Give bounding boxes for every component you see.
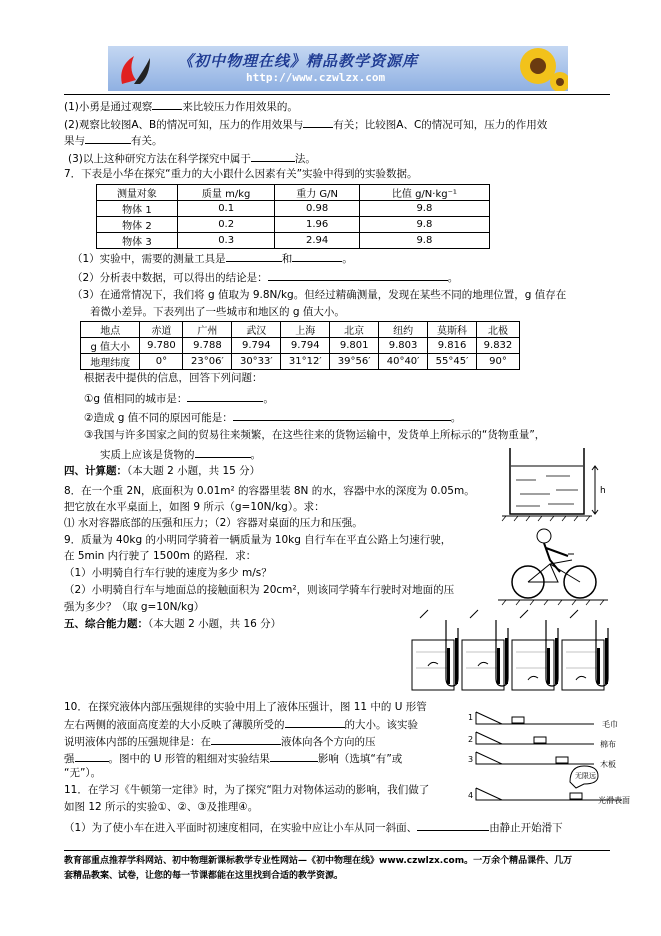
table-header: 质量 m/kg [177,185,275,201]
q6-part3: (3)以上这种研究方法在科学探究中属于 法。 [68,150,316,166]
q8-line1: 8．在一个重 2N，底面积为 0.01m² 的容器里装 8N 的水，容器中水的深度为 0.05m。 [64,485,475,497]
ramp-label-board: 木板 [600,760,616,769]
table-row: 物体 3 0.3 2.94 9.8 [97,233,490,249]
q8-line3: ⑴ 水对容器底部的压强和压力；（2）容器对桌面的压力和压强。 [64,517,363,529]
ramp-number: 4 [468,791,474,800]
q7-sub3: （3）在通常情况下，我们将 g 值取为 9.8N/kg。但经过精确测量，发现在某些不同的地理位置，g 值存在 [72,289,567,301]
ramp-label-towel: 毛巾 [602,720,618,729]
q7-sub5: ①g 值相同的城市是： 。 [84,390,274,406]
ramp-label-smooth: 光滑表面 [598,796,630,805]
header-rule [64,94,610,95]
q10-line5: “无”）。 [64,767,102,779]
ramp-number: 3 [468,755,474,764]
section4-heading: 四、计算题：（本大题 2 小题，共 15 分） [64,465,261,477]
q7-sub6: ②造成 g 值不同的原因可能是： 。 [84,409,461,425]
table-row: 地理纬度 0° 23°06′ 30°33′ 31°12′ 39°56′ 40°40′ 55°45′ 90° [81,354,520,370]
q10-line2: 左右两侧的液面高度差的大小反映了薄膜所受的 的大小。该实验 [64,716,418,732]
q6-part1: (1)小勇是通过观察 来比较压力作用效果的。 [64,98,298,114]
q7-sub7-cont: 实质上应该是货物的 。 [100,446,261,462]
q11-line1: 11．在学习《牛顿第一定律》时，为了探究“阻力对物体运动的影响，我们做了 [64,784,430,796]
footer-line2: 套精品教案、试卷，让您的每一节课都能在这里找到合适的教学资源。 [64,871,344,881]
q7-intro: 7．下表是小华在探究“重力的大小跟什么因素有关”实验中得到的实验数据。 [64,168,418,180]
q7-sub4: 根据表中提供的信息，回答下列问题： [84,372,263,384]
q9-line3: （1）小明骑自行车行驶的速度为多少 m/s？ [64,567,272,579]
logo-icon [114,50,154,88]
depth-label: h [600,486,606,496]
table-row: 物体 1 0.1 0.98 9.8 [97,201,490,217]
q10-line1: 10．在探究液体内部压强规律的实验中用上了液体压强计，图 11 中的 U 形管 [64,701,427,713]
table-row: 物体 2 0.2 1.96 9.8 [97,217,490,233]
q7-sub7: ③我国与许多国家之间的贸易往来频繁，在这些往来的货物运输中，发货单上所标示的“货物重量”， [84,429,546,441]
table-row: g 值大小 9.780 9.788 9.794 9.794 9.801 9.803 9.816 9.832 [81,338,520,354]
q10-line3: 说明液体内部的压强规律是：在 液体向各个方向的压 [64,733,376,749]
q7-sub2: （2）分析表中数据，可以得出的结论是： 。 [72,269,458,285]
q9-line5: 强为多少？（取 g=10N/kg） [64,601,205,613]
q9-line1: 9．质量为 40kg 的小明同学骑着一辆质量为 10kg 自行车在平直公路上匀速行驶， [64,534,452,546]
q7-sub1: （1）实验中，需要的测量工具是 和 。 [72,250,353,266]
table-row: 地点 赤道 广州 武汉 上海 北京 纽约 莫斯科 北极 [81,322,520,338]
q11-line2: 如图 12 所示的实验①、②、③及推理④。 [64,801,259,813]
q11-line3: （1）为了使小车在进入平面时初速度相同，在实验中应让小车从同一斜面、 由静止开始滑下 [64,819,563,835]
q9-line2: 在 5min 内行驶了 1500m 的路程．求： [64,550,257,562]
container-figure [500,440,610,522]
footer [64,854,614,884]
q6-part2: (2)观察比较图A、B的情况可知，压力的作用效果与 有关；比较图A、C的情况可知，压力的作用效 [64,116,547,132]
q7-table2 [80,321,520,370]
header-banner [108,46,568,91]
table-header: 测量对象 [97,185,178,201]
ramp-label-cloth: 棉布 [600,740,616,749]
q6-part2-cont: 果与 有关。 [64,132,163,148]
footer-rule [64,850,610,851]
section5-heading: 五、综合能力题：（本大题 2 小题，共 16 分） [64,618,282,630]
ramp-number: 2 [468,735,474,744]
sunflower-icon [508,46,568,91]
table-header: 重力 G/N [275,185,359,201]
ramp-figure [466,702,636,808]
table-header: 比值 g/N·kg⁻¹ [359,185,489,201]
pressure-gauge-figure [408,608,610,696]
q8-line2: 把它放在水平桌面上，如图 9 所示（g=10N/kg）。求： [64,501,325,513]
banner-url: http://www.czwlzx.com [246,71,386,84]
ramp-number: 1 [468,713,474,722]
q7-table1 [96,184,490,249]
speech-bubble-text: 无限远 [575,772,596,780]
footer-line1: 教育部重点推荐学科网站、初中物理新课标教学专业性网站—《初中物理在线》www.czwlzx.com。一万余个精品课件、几万 [64,856,573,866]
banner-title: 《初中物理在线》精品教学资源库 [178,52,419,70]
q7-sub3-cont: 着微小差异。下表列出了一些城市和地区的 g 值大小。 [90,306,345,318]
q10-line4: 强 。图中的 U 形管的粗细对实验结果 影响（选填“有”或 [64,750,402,766]
q9-line4: （2）小明骑自行车与地面总的接触面积为 20cm²，则该同学骑车行驶时对地面的压 [64,584,455,596]
cyclist-figure [498,524,608,606]
